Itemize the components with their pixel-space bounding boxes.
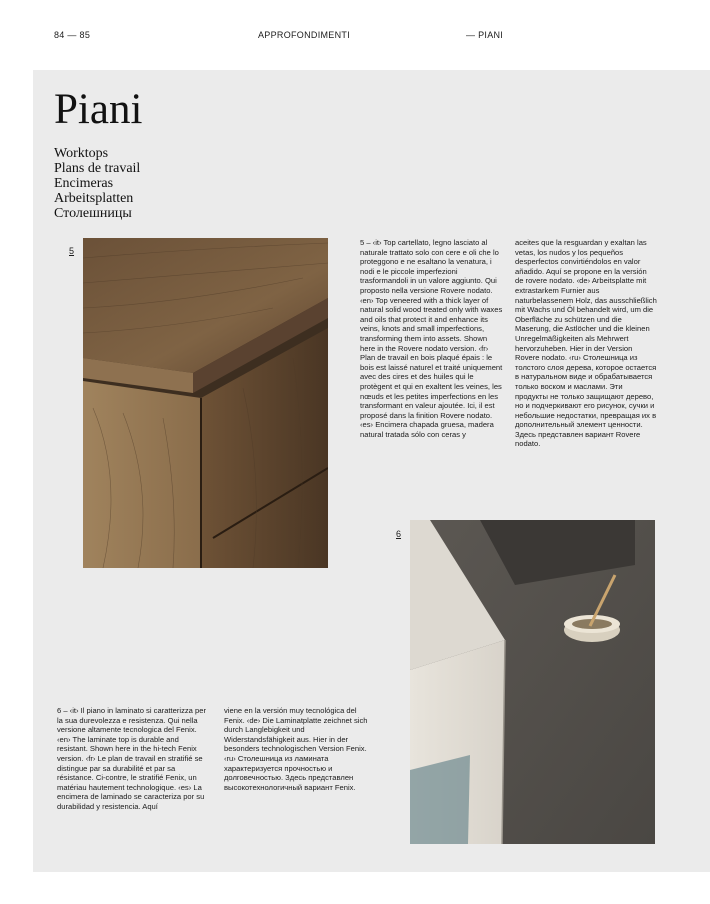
figure-5-caption-text-1: 5 – ‹it› Top cartellato, legno lasciato al naturale trattato solo con cere e oli che lo proteggono e ne esaltano la venatura, i nodi e le piccole imperfezioni trasformandoli in un valore aggiunto. Qui proposto nella versione Rovere nodato. ‹en› Top veneered with a thick layer of natural solid wood treated only with waxes and oils that protect it and enhance its veins, knots and small imperfections, transforming them into assets. Shown here in the Rovere nodato version. ‹fr› Plan de travail en bois plaqué épais : le bois est laissé naturel et traité uniquement avec des cires et des huiles qui le protègent et qui en exaltent les veines, les nœuds et les petites imperfections en les transformant en valeur ajoutée. Ici, il est proposé dans la finition Rovere nodato. ‹es› Encimera chapada gruesa, madera natural tratada sólo con ceras y [360,238,503,439]
subtitle-list [54,146,140,221]
laminate-worktop-photo [410,520,655,844]
subtitle-de: Arbeitsplatten [54,191,134,206]
floor-reflection [410,755,470,844]
subtitle-es: Encimeras [54,176,114,191]
figure-6-caption-col1 [57,706,207,812]
page-numbers: 84 — 85 [54,30,91,40]
figure-6-caption-text-2: viene en la versión muy tecnológica del Fenix. ‹de› Die Laminatplatte zeichnet sich durch Langlebigkeit und Widerstandsfähigkeit aus. Hier in der besonders technologischen Version Fenix. ‹ru› Столешница из ламината характеризуется прочностью и долговечностью. Здесь представлен высокотехнологичный вариант Fenix. [224,706,368,792]
figure-5-caption-text-2: aceites que la resguardan y exaltan las vetas, los nudos y los pequeños desperfectos convirtiéndolos en valor añadido. Aquí se propone en la versión de rovere nodato. ‹de› Arbeitsplatte mit extrastarkem Furnier aus naturbelassenem Holz, das ausschließlich mit Wachs und Öl behandelt wird, um die Oberfläche zu schützen und die Maserung, die Astlöcher und die kleinen Unregelmäßigkeiten als Mehrwert hervorzuheben. Hier in der Version Rovere nodato. ‹ru› Столешница из толстого слоя дерева, которое остается в натуральном виде и обрабатывается только воском и маслами. Эти продукты не только защищают дерево, но и подчеркивают его рисунок, сучки и небольшие недостатки, превращая их в дополнительный элемент ценности. Здесь представлен вариант Rovere nodato. [515,238,657,449]
section-label-right: — PIANI [466,30,504,40]
section-label: APPROFONDIMENTI [258,30,351,40]
subtitle-ru: Столешницы [54,206,132,221]
wood-photo-svg [83,238,328,568]
subtitle-fr: Plans de travail [54,161,141,176]
wood-worktop-photo [83,238,328,568]
subtitle-en: Worktops [54,146,109,161]
figure-6-caption-text-1: 6 – ‹it› Il piano in laminato si caratterizza per la sua durevolezza e resistenza. Qui nella versione altamente tecnologica del Fenix. ‹en› The laminate top is durable and resistant. Shown here in the hi-tech Fenix version. ‹fr› Le plan de travail en stratifié se distingue par sa durabilité et par sa résistance. Ci-contre, le stratifié Fenix, un matériau hautement technologique. ‹es› La encimera de laminado se caracteriza por su durabilidad y resistencia. Aquí [57,706,206,811]
figure-6-caption-col2 [224,706,372,792]
figure-5-number: 5 [69,246,75,256]
figure-5-caption-col2 [515,238,657,449]
figure-5-caption-col1 [360,238,504,439]
page-title: Piani [54,86,143,133]
figure-6-number: 6 [396,529,402,539]
page-header [0,0,710,70]
laminate-photo-svg [410,520,655,844]
